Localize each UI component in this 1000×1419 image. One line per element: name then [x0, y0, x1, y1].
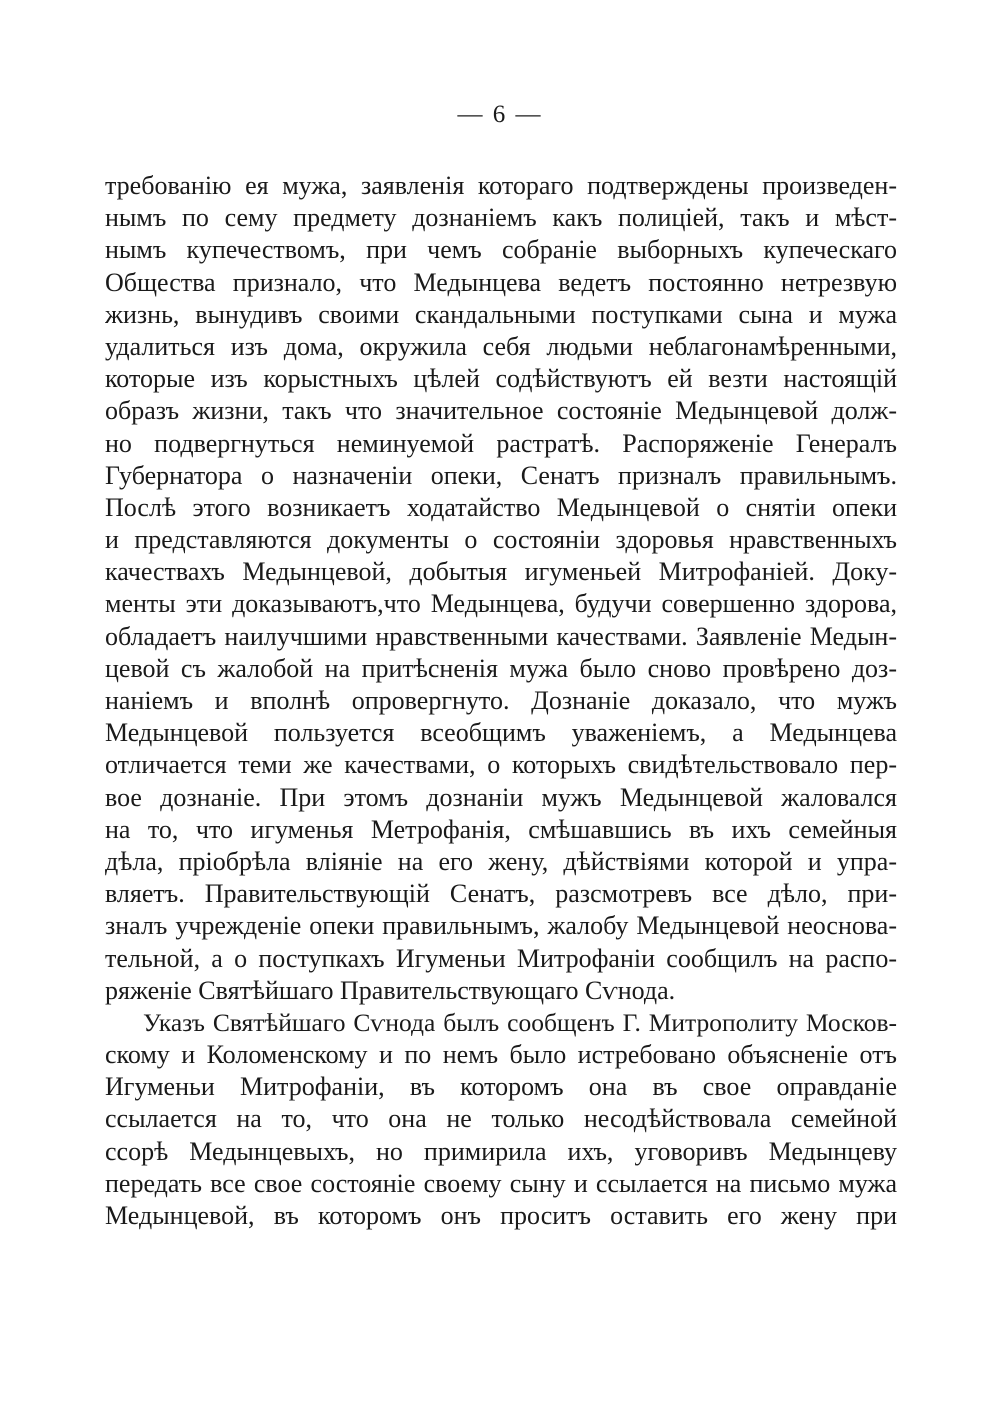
text-line: нымъ купечествомъ, при чемъ собраніе выборныхъ купеческаго: [105, 235, 897, 265]
text-line: вляетъ. Правительствующій Сенатъ, разсмотревъ все дѣло, при-: [105, 879, 897, 909]
text-line: ссылается на то, что она не только несодѣйствовала семейной: [105, 1104, 897, 1134]
text-line: дѣла, пріобрѣла вліяніе на его жену, дѣйствіями которой и упра-: [105, 846, 897, 876]
text-line: передать все свое состояніе своему сыну и ссылается на письмо мужа: [105, 1168, 897, 1198]
text-line: скому и Коломенскому и по немъ было истребовано объясненіе отъ: [105, 1040, 897, 1070]
text-line: которые изъ корыстныхъ цѣлей содѣйствуютъ ей везти настоящій: [105, 364, 897, 394]
text-line: Игуменьи Митрофаніи, въ которомъ она въ свое оправданіе: [105, 1072, 897, 1102]
text-line: Общества признало, что Медынцева ведетъ постоянно нетрезвую: [105, 267, 897, 297]
text-line: удалиться изъ дома, окружила себя людьми неблагонамѣренными,: [105, 331, 897, 361]
text-line: тельной, а о поступкахъ Игуменьи Митрофаніи сообщилъ на распо-: [105, 943, 897, 973]
text-line: образъ жизни, такъ что значительное состояніе Медынцевой долж-: [105, 396, 897, 426]
text-line: Губернатора о назначеніи опеки, Сенатъ призналъ правильнымъ.: [105, 460, 897, 490]
text-line: требованію ея мужа, заявленія котораго подтверждены произведен-: [105, 171, 897, 200]
text-line: качествахъ Медынцевой, добытыя игуменьей Митрофаніей. Доку-: [105, 557, 897, 587]
page-number: — 6 —: [457, 101, 543, 128]
text-line: обладаетъ наилучшими нравственными качествами. Заявленіе Медын-: [105, 621, 897, 651]
text-line: ссорѣ Медынцевыхъ, но примирила ихъ, уговоривъ Медынцеву: [105, 1136, 897, 1166]
text-line: Медынцевой пользуется всеобщимъ уваженіемъ, а Медынцева: [105, 718, 897, 748]
text-line: Медынцевой, въ которомъ онъ проситъ оставить его жену при: [105, 1201, 897, 1230]
text-line: наніемъ и вполнѣ опровергнуто. Дознаніе доказало, что мужъ: [105, 686, 897, 715]
text-line: на то, что игуменья Метрофанія, смѣшавшись въ ихъ семейныя: [105, 814, 897, 844]
text-line: отличается теми же качествами, о которыхъ свидѣтельствовало пер-: [105, 750, 897, 780]
paragraph-last-line: ряженіе Святѣйшаго Правительствующаго Сѵнода.: [105, 975, 676, 1005]
text-line: жизнь, вынудивъ своими скандальными поступками сына и мужа: [105, 299, 897, 329]
text-line: Послѣ этого возникаетъ ходатайство Медынцевой о снятіи опеки: [105, 492, 897, 522]
text-line: но подвергнуться неминуемой растратѣ. Распоряженіе Генералъ: [105, 428, 897, 458]
body-text: [105, 170, 897, 1232]
text-line: нымъ по сему предмету дознаніемъ какъ полиціей, такъ и мѣст-: [105, 203, 897, 233]
text-line: вое дознаніе. При этомъ дознаніи мужъ Медынцевой жаловался: [105, 782, 897, 812]
paragraph-first-line: Указъ Святѣйшаго Сѵнода былъ сообщенъ Г. Митрополиту Москов-: [143, 1007, 897, 1037]
text-line: менты эти доказываютъ,что Медынцева, будучи совершенно здорова,: [105, 589, 897, 619]
text-line: и представляются документы о состояніи здоровья нравственныхъ: [105, 525, 897, 555]
text-line: зналъ учрежденіе опеки правильнымъ, жалобу Медынцевой неоснова-: [105, 911, 897, 941]
text-line: цевой съ жалобой на притѣсненія мужа было сново провѣрено доз-: [105, 653, 897, 683]
